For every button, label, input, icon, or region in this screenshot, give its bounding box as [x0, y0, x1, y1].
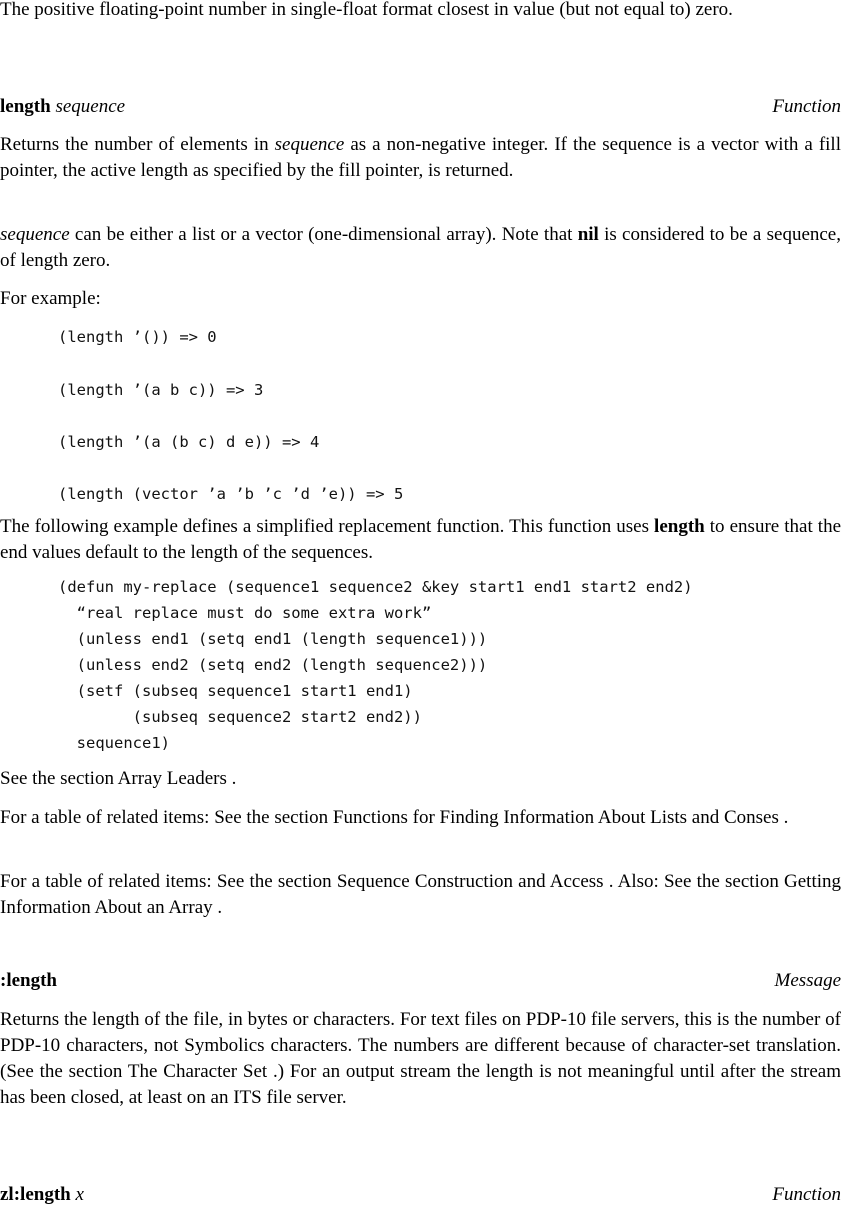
code-line: (unless end2 (setq end2 (length sequence2))) [58, 656, 488, 674]
intro-text: The positive floating-point number in single-float format closest in value (but not equal to) zero. [0, 0, 733, 20]
see-also-sequence-array[interactable]: For a table of related items: See the section Sequence Construction and Access . Also: See the section Getting Information About an Array . [0, 871, 841, 918]
example-line: (length ’()) => 0 [58, 328, 217, 346]
code-line: (setf (subseq sequence1 start1 end1) [58, 682, 413, 700]
example-line: (length ’(a b c)) => 3 [58, 381, 264, 399]
code-line: sequence1) [58, 734, 170, 752]
entry-name [0, 94, 125, 120]
length-message-text: Returns the length of the file, in bytes or characters. For text files on PDP-10 file servers, this is the number of PDP-10 characters, not Symbolics characters. The numbers are different because of character-set translation. (See the section The Character Set .) For an output stream the length is not meaningful until after the stream has been closed, at least on an ITS file server. [0, 1009, 841, 1108]
function-arg: sequence [55, 96, 126, 117]
entry-kind: Message [774, 970, 841, 991]
see-also-1-wrap [0, 766, 841, 792]
entry-kind: Function [772, 96, 841, 117]
see-also-array-leaders[interactable]: See the section Array Leaders . [0, 768, 237, 789]
entry-name [0, 1182, 84, 1208]
entry-kind: Function [772, 1184, 841, 1205]
text-run: The following example defines a simplified replacement function. This function uses [0, 516, 655, 537]
entry-header-zl-length [0, 1182, 841, 1208]
length-paragraph-3-wrap [0, 514, 841, 566]
length-paragraph-1 [0, 132, 841, 184]
length-paragraph-3 [0, 514, 841, 566]
function-name: length [0, 96, 51, 117]
function-arg: x [75, 1184, 84, 1205]
code-line: (defun my-replace (sequence1 sequence2 &key start1 end1 start2 end2) [58, 578, 693, 596]
entry-header-length-message [0, 968, 841, 994]
code-line: (subseq sequence2 start2 end2)) [58, 708, 422, 726]
message-name: :length [0, 970, 57, 991]
code-block [58, 574, 693, 756]
term-sequence: sequence [0, 224, 70, 245]
example-line: (length ’(a (b c) d e)) => 4 [58, 433, 320, 451]
text-run: Returns the number of elements in [0, 134, 275, 155]
text-run: is considered to be a sequence, of length zero. [0, 224, 841, 271]
length-paragraph-2-wrap [0, 222, 841, 274]
function-name: zl:length [0, 1184, 71, 1205]
entry-header-length [0, 94, 841, 120]
intro-paragraph [0, 0, 841, 23]
length-message-description [0, 1007, 841, 1111]
term-nil: nil [577, 224, 599, 245]
term-length: length [654, 516, 705, 537]
length-description [0, 132, 841, 184]
length-paragraph-2 [0, 222, 841, 274]
text-run: can be either a list or a vector (one-dimensional array). Note that [69, 224, 578, 245]
see-also-3-wrap [0, 869, 841, 921]
text-run: as a non-negative integer. If the sequence is a vector with a fill pointer, the active length as specified by the fill pointer, is returned. [0, 134, 841, 181]
code-line: (unless end1 (setq end1 (length sequence1))) [58, 630, 488, 648]
text-run: to ensure that the end values default to the length of the sequences. [0, 516, 841, 563]
code-line: “real replace must do some extra work” [58, 604, 432, 622]
see-also-2-wrap [0, 805, 841, 831]
for-example-label: For example: [0, 288, 101, 309]
example-line: (length (vector ’a ’b ’c ’d ’e)) => 5 [58, 485, 404, 503]
see-also-lists-conses[interactable]: For a table of related items: See the section Functions for Finding Information About Lists and Conses . [0, 807, 789, 828]
for-example-wrap [0, 286, 841, 312]
term-sequence: sequence [274, 134, 345, 155]
